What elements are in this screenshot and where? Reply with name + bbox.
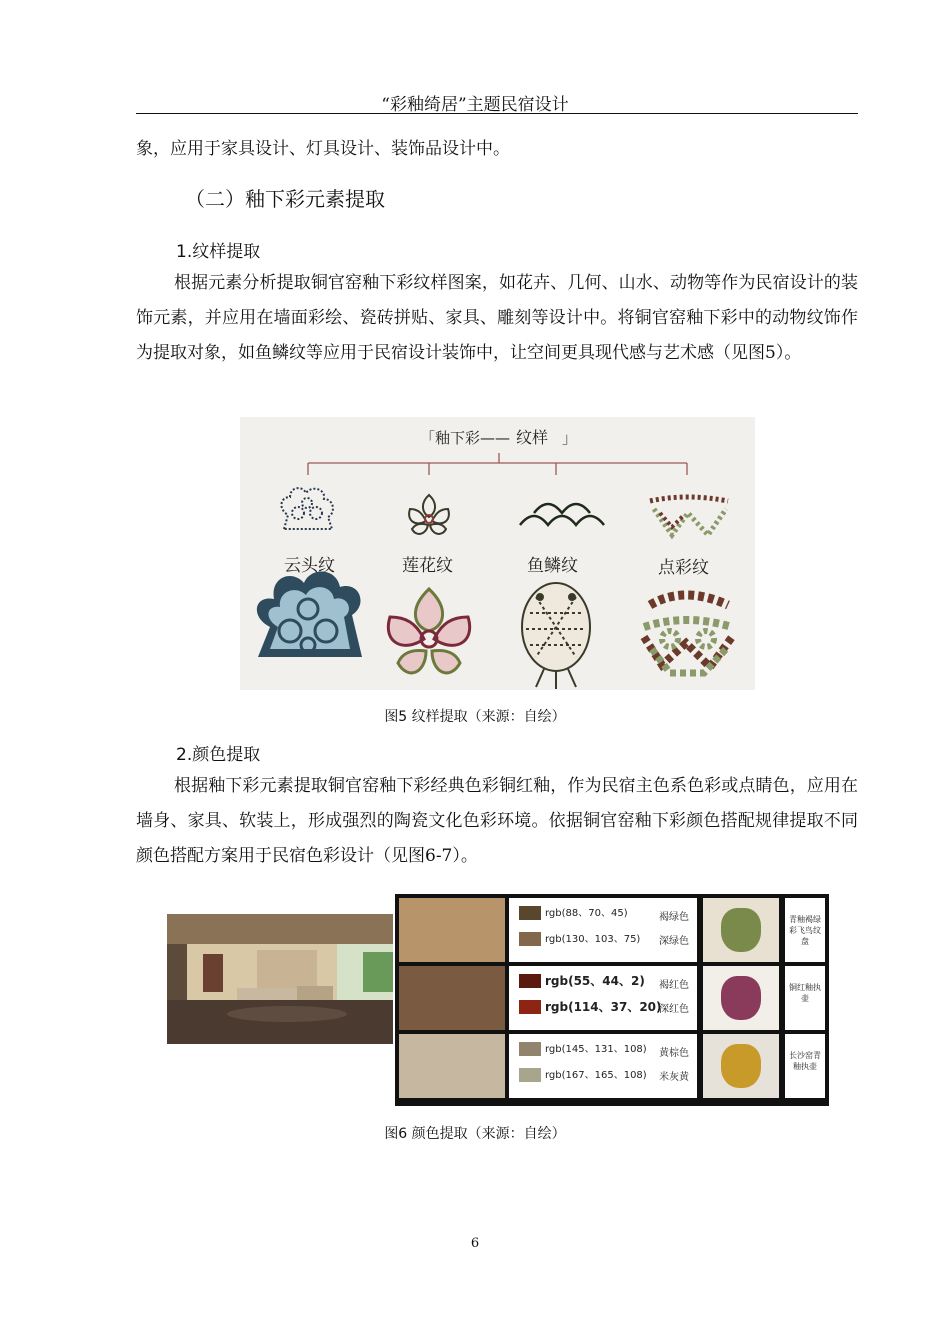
figure-5-pattern-extraction — [240, 417, 755, 690]
artifact-name-label: 长沙窑青釉执壶 — [789, 1051, 821, 1071]
artifact-name-cell — [785, 898, 825, 962]
color-name-label: 黄棕色 — [659, 1048, 689, 1059]
section-heading: （二）釉下彩元素提取 — [185, 187, 385, 211]
pattern-label-dot: 点彩纹 — [658, 558, 709, 578]
color-name-label: 深绿色 — [659, 936, 689, 947]
figure-5-title-word: 纹样 — [516, 428, 549, 447]
color-name-label: 褐绿色 — [659, 912, 689, 923]
color-name-label: 褐红色 — [659, 980, 689, 991]
figure-5-title-prefix: 「釉下彩—— — [420, 429, 511, 447]
subsection-heading-patterns: 1.纹样提取 — [176, 242, 261, 262]
pattern-label-lotus: 莲花纹 — [402, 556, 453, 576]
figure-5-caption: 图5 纹样提取（来源：自绘） — [384, 709, 566, 725]
artifact-shape — [721, 976, 761, 1020]
material-texture-swatch — [399, 966, 505, 1030]
artifact-name-label: 铜红釉执壶 — [789, 983, 821, 1003]
patterns-paragraph: 根据元素分析提取铜官窑釉下彩纹样图案，如花卉、几何、山水、动物等作为民宿设计的装饰元素，并应用在墙面彩绘、瓷砖拼贴、家具、雕刻等设计中。将铜官窑釉下彩中的动物纹饰作为提取对象，如鱼鳞纹等应用于民宿设计装饰中，让空间更具现代感与艺术感（见图5）。 — [136, 273, 858, 363]
color-chip — [519, 1042, 541, 1056]
color-chip — [519, 1068, 541, 1082]
color-swatch-cell — [509, 966, 697, 1030]
room-render-image — [167, 914, 393, 1044]
material-texture-swatch — [399, 898, 505, 962]
artifact-photo — [703, 1034, 779, 1098]
cloud-pattern-large-icon — [257, 571, 362, 657]
fish-scale-pattern-icon — [520, 504, 604, 525]
header-rule — [136, 113, 858, 114]
color-extraction-table — [395, 894, 829, 1106]
rgb-value-label: rgb(88、70、45) — [545, 908, 628, 919]
room-render-drawing — [167, 914, 393, 1044]
cloud-pattern-icon — [281, 488, 333, 529]
artifact-shape — [721, 908, 761, 952]
colors-paragraph: 根据釉下彩元素提取铜官窑釉下彩经典色彩铜红釉，作为民宿主色系色彩或点睛色，应用在墙身、家具、软装上，形成强烈的陶瓷文化色彩环境。依据铜官窑釉下彩颜色搭配规律提取不同颜色搭配方案用于民宿色彩设计（见图6-7）。 — [136, 776, 858, 866]
color-chip — [519, 906, 541, 920]
pattern-label-fish-scale: 鱼鳞纹 — [527, 556, 578, 576]
artifact-photo — [703, 898, 779, 962]
artifact-photo — [703, 966, 779, 1030]
color-name-label: 深红色 — [659, 1004, 689, 1015]
color-swatch-cell — [509, 898, 697, 962]
lotus-pattern-large-icon — [388, 589, 469, 673]
subsection-heading-colors: 2.颜色提取 — [176, 745, 261, 765]
artifact-shape — [721, 1044, 761, 1088]
page-number: 6 — [470, 1236, 480, 1251]
rgb-value-label: rgb(55、44、2) — [545, 974, 645, 988]
material-texture-swatch — [399, 1034, 505, 1098]
lotus-pattern-icon — [409, 495, 449, 534]
fish-scale-large-icon — [522, 583, 590, 689]
figure-5-title-suffix: 」 — [562, 429, 578, 447]
color-chip — [519, 974, 541, 988]
artifact-name-label: 青釉褐绿彩飞鸟纹盘 — [789, 915, 821, 946]
pattern-label-cloud: 云头纹 — [284, 556, 335, 576]
rgb-value-label: rgb(130、103、75) — [545, 934, 641, 945]
color-chip — [519, 1000, 541, 1014]
dot-pattern-icon — [650, 497, 728, 535]
dot-pattern-large-icon — [644, 595, 732, 673]
rgb-value-label: rgb(167、165、108) — [545, 1070, 647, 1081]
color-swatch-cell — [509, 1034, 697, 1098]
figure-6-caption: 图6 颜色提取（来源：自绘） — [384, 1126, 566, 1142]
rgb-value-label: rgb(145、131、108) — [545, 1044, 647, 1055]
artifact-name-cell — [785, 966, 825, 1030]
artifact-name-cell — [785, 1034, 825, 1098]
tree-connector-lines — [308, 453, 687, 475]
intro-line: 象，应用于家具设计、灯具设计、装饰品设计中。 — [136, 139, 510, 159]
color-chip — [519, 932, 541, 946]
running-header: “彩釉绮居”主题民宿设计 — [381, 95, 569, 115]
color-name-label: 米灰黄 — [659, 1072, 689, 1083]
rgb-value-label: rgb(114、37、20) — [545, 1000, 662, 1014]
